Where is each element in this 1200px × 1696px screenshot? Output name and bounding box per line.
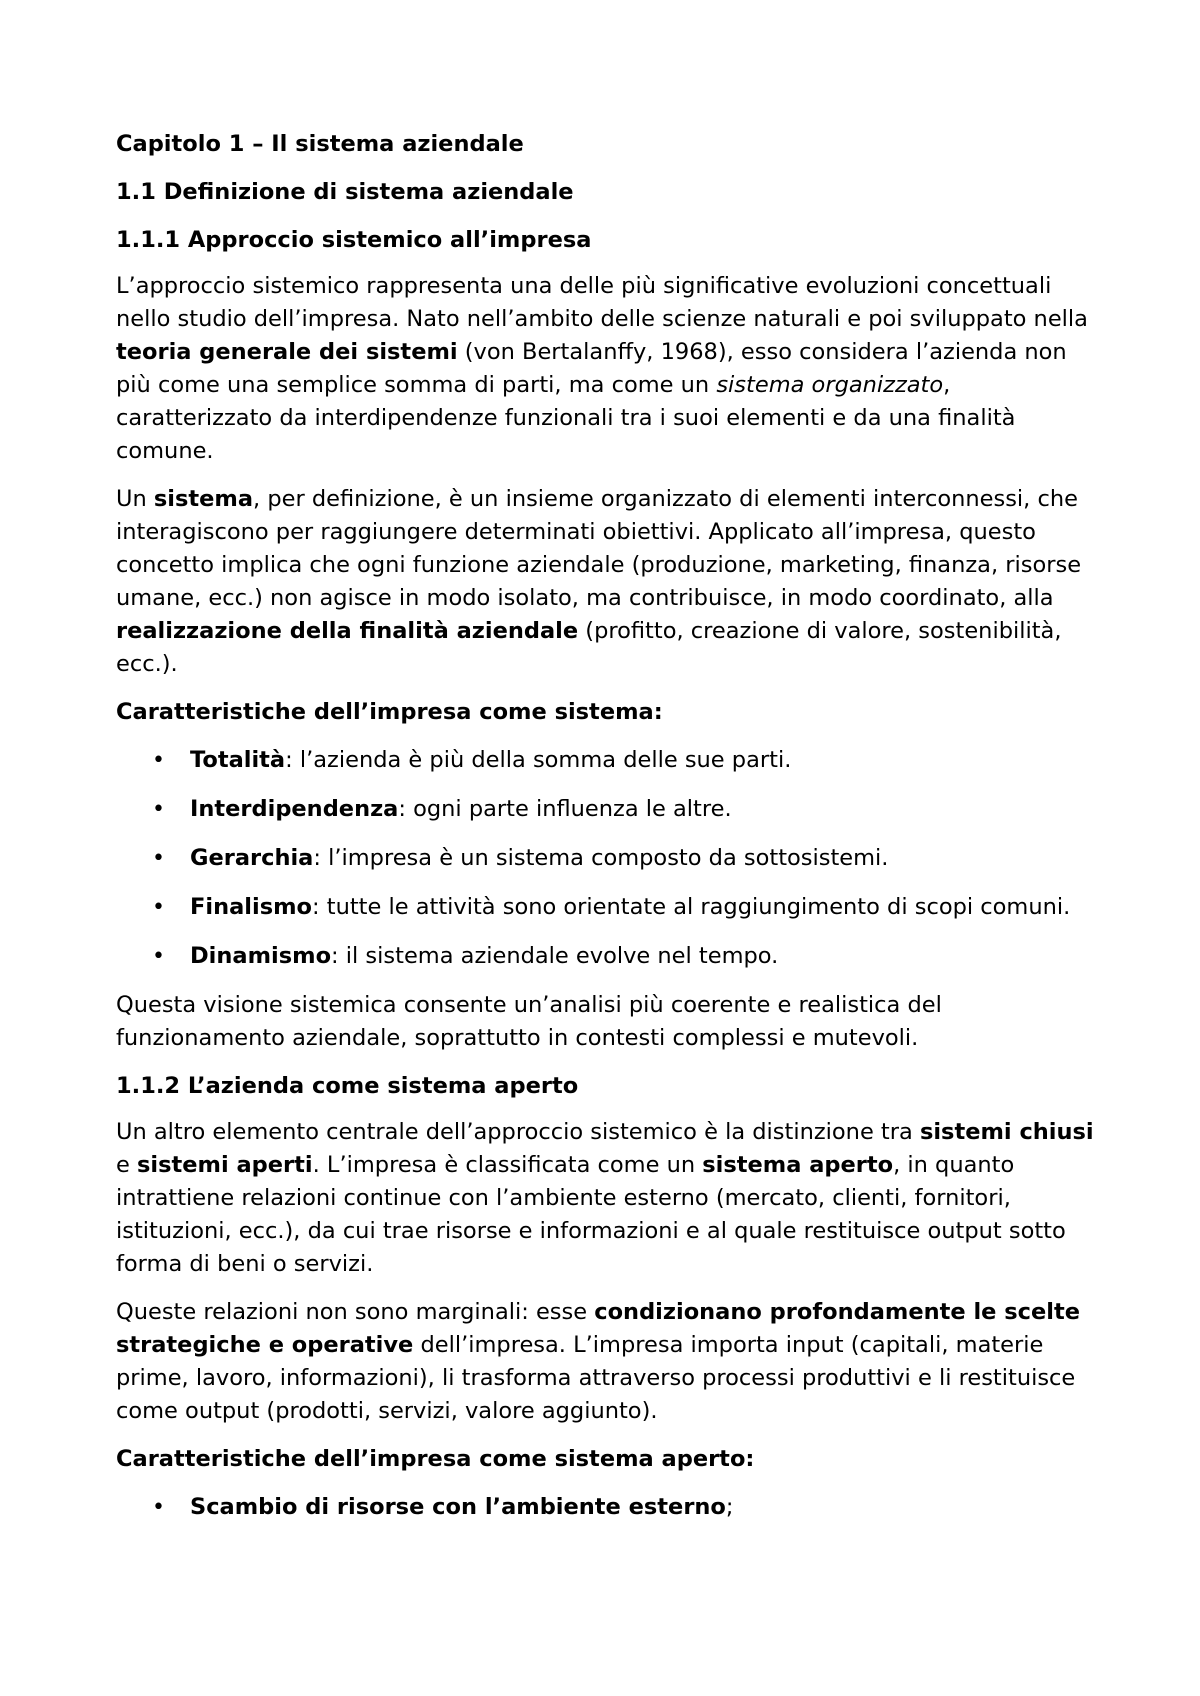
bullet-list-sistema (116, 744, 1106, 973)
text-run: dell’impresa. L’impresa importa input (capitali, materie prime, lavoro, informazioni), li trasforma attraverso processi produttivi e li restituisce come output (prodotti, servizi, valore aggiunto). (116, 1332, 1076, 1424)
text-run: L’approccio sistemico rappresenta una delle più significative evoluzioni concettuali nello studio dell’impresa. Nato nell’ambito delle scienze naturali e poi sviluppato nella (116, 273, 1088, 332)
text-run: Queste relazioni non sono marginali: esse (116, 1299, 595, 1325)
bold-term: sistemi aperti (137, 1152, 313, 1178)
list-item (116, 1491, 1106, 1524)
bold-term: condizionano profondamente le scelte strategiche e operative (116, 1299, 1080, 1358)
text-run: , caratterizzato da interdipendenze funzionali tra i suoi elementi e da una finalità comune. (116, 372, 1016, 464)
bullet-list-sistema-aperto (116, 1491, 1106, 1524)
bullet-term: Dinamismo (190, 943, 332, 969)
text-run: e (116, 1152, 137, 1178)
bullet-text: : l’impresa è un sistema composto da sottosistemi. (313, 845, 889, 871)
bullet-text: : l’azienda è più della somma delle sue parti. (285, 747, 792, 773)
list-heading-sistema: Caratteristiche dell’impresa come sistema: (116, 699, 663, 725)
paragraph-approccio (116, 270, 1106, 468)
text-run: (profitto, creazione di valore, sostenibilità, ecc.). (116, 618, 1062, 677)
paragraph-sistema (116, 483, 1106, 681)
paragraph-relazioni (116, 1296, 1106, 1428)
section-title: 1.1 Definizione di sistema aziendale (116, 179, 574, 205)
bullet-term: Gerarchia (190, 845, 314, 871)
bullet-text: ; (725, 1494, 734, 1520)
bullet-text: : ogni parte influenza le altre. (398, 796, 732, 822)
text-run: (von Bertalanffy, 1968), esso considera l’azienda non più come una semplice somma di parti, ma come un (116, 339, 1067, 398)
list-item (116, 842, 1106, 875)
italic-term: sistema organizzato (716, 372, 944, 398)
bold-term: sistemi chiusi (919, 1119, 1094, 1145)
document-page (116, 128, 1106, 1540)
text-run: . L’impresa è classificata come un (312, 1152, 703, 1178)
subsection-title-1: 1.1.1 Approccio sistemico all’impresa (116, 227, 592, 253)
list-heading-sistema-aperto: Caratteristiche dell’impresa come sistema aperto: (116, 1446, 755, 1472)
bold-term: teoria generale dei sistemi (116, 339, 458, 365)
list-item (116, 891, 1106, 924)
bold-term: sistema aperto (702, 1152, 894, 1178)
list-item (116, 940, 1106, 973)
bold-term: realizzazione della finalità aziendale (116, 618, 579, 644)
list-item (116, 744, 1106, 777)
bullet-term: Totalità (190, 747, 286, 773)
chapter-title: Capitolo 1 – Il sistema aziendale (116, 131, 524, 157)
list-item (116, 793, 1106, 826)
text-run: , per definizione, è un insieme organizzato di elementi interconnessi, che interagiscono per raggiungere determinati obiettivi. Applicato all’impresa, questo concetto implica che ogni funzione aziendale (produzione, marketing, finanza, risorse umane, ecc.) non agisce in modo isolato, ma contribuisce, in modo coordinato, alla (116, 486, 1082, 611)
paragraph-sistema-aperto (116, 1116, 1106, 1281)
bullet-term: Interdipendenza (190, 796, 399, 822)
paragraph-visione: Questa visione sistemica consente un’analisi più coerente e realistica del funzionamento aziendale, soprattutto in contesti complessi e mutevoli. (116, 992, 942, 1051)
subsection-title-2: 1.1.2 L’azienda come sistema aperto (116, 1073, 579, 1099)
text-run: Un (116, 486, 154, 512)
text-run: , in quanto intrattiene relazioni continue con l’ambiente esterno (mercato, clienti, fornitori, istituzioni, ecc.), da cui trae risorse e informazioni e al quale restituisce output sotto forma di beni o servizi. (116, 1152, 1066, 1277)
text-run: Un altro elemento centrale dell’approccio sistemico è la distinzione tra (116, 1119, 920, 1145)
bullet-term: Finalismo (190, 894, 313, 920)
bullet-text: : il sistema aziendale evolve nel tempo. (331, 943, 779, 969)
bold-term: sistema (153, 486, 254, 512)
bullet-term: Scambio di risorse con l’ambiente esterno (190, 1494, 726, 1520)
bullet-text: : tutte le attività sono orientate al raggiungimento di scopi comuni. (312, 894, 1071, 920)
